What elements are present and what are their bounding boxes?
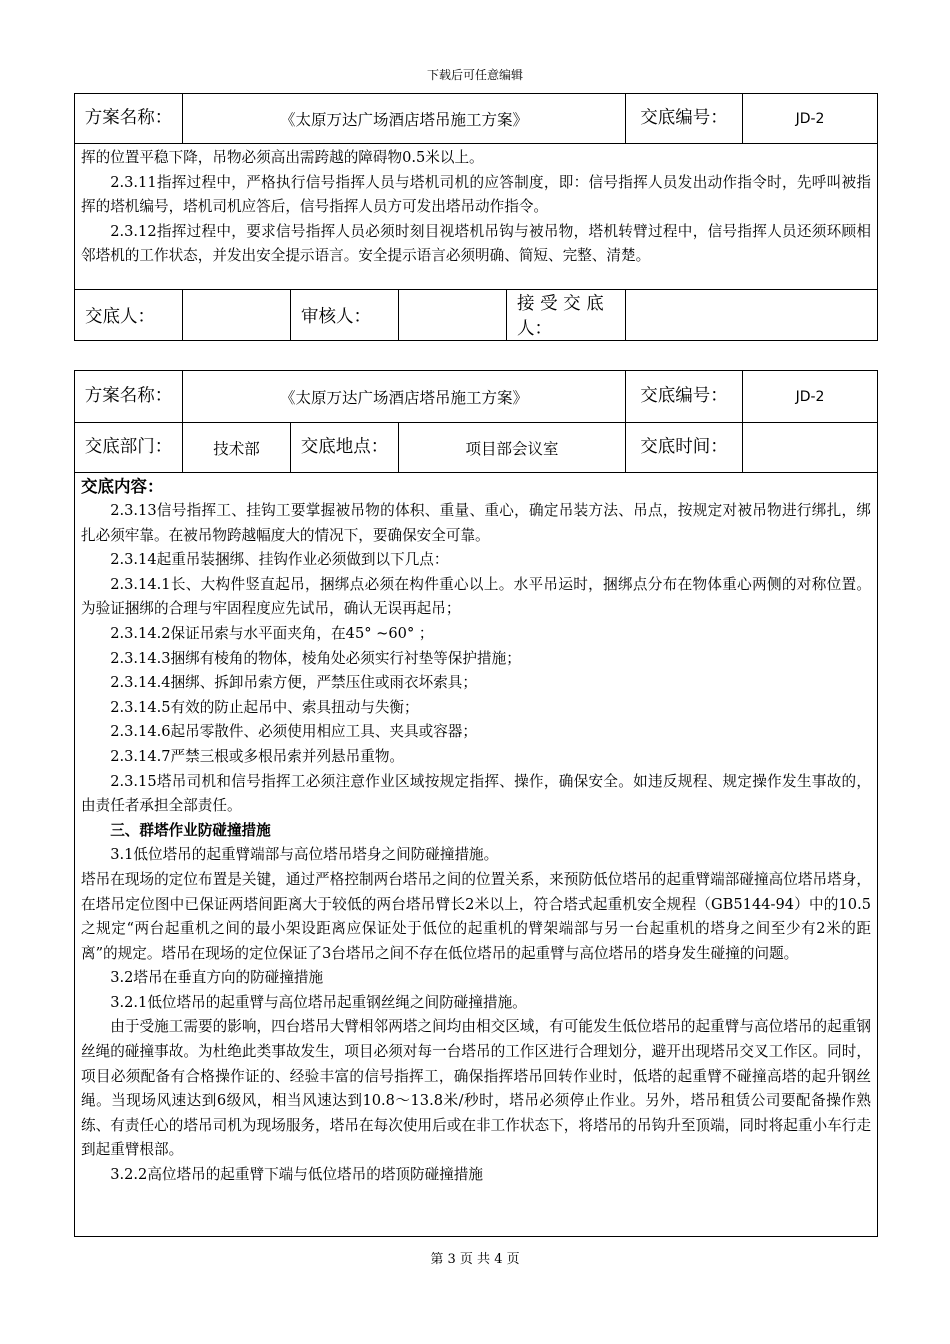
time-value <box>743 423 878 473</box>
paragraph: 3.2塔吊在垂直方向的防碰撞措施 <box>110 969 324 987</box>
content-label: 交底内容： <box>81 477 164 496</box>
discloser-value <box>183 290 291 341</box>
location-label: 交底地点： <box>291 423 399 473</box>
scheme-name-label: 方案名称： <box>75 371 183 423</box>
paragraph: 2.3.14.5有效的防止起吊中、索具扭动与失衡； <box>110 698 419 716</box>
disclosure-code-label: 交底编号： <box>626 94 743 144</box>
paragraph: 2.3.11指挥过程中，严格执行信号指挥人员与塔机司机的应答制度，即：信号指挥人员发出动作指令时，先呼叫被指挥的塔机编号，塔机司机应答后，信号指挥人员方可发出塔吊动作指令。 <box>81 173 872 216</box>
location-value: 项目部会议室 <box>399 423 626 473</box>
reviewer-label: 审核人： <box>291 290 399 341</box>
paragraph: 2.3.14.4捆绑、拆卸吊索方便，严禁压住或雨衣坏索具； <box>110 674 477 692</box>
department-label: 交底部门： <box>75 423 183 473</box>
disclosure-code-value: JD-2 <box>743 371 878 423</box>
receiver-label: 接 受 交 底 人： <box>507 290 626 341</box>
scheme-name-value: 《太原万达广场酒店塔吊施工方案》 <box>183 94 626 144</box>
header-note: 下载后可任意编辑 <box>426 68 523 82</box>
paragraph: 塔吊在现场的定位布置是关键，通过严格控制两台塔吊之间的位置关系，来预防低位塔吊的起重臂端部碰撞高位塔吊塔身，在塔吊定位图中已保证两塔间距离大于较低的两台塔吊臂长2米以上，符合塔式起重机安全规程（GB5144-94）中的10.5之规定“两台起重机之间的最小架设距离应保证处于低位的起重机的臂架端部与另一台起重机的塔身之间至少有2米的距离”的规定。塔吊在现场的定位保证了3台塔吊之间不存在低位塔吊的起重臂与高位塔吊的塔身发生碰撞的问题。 <box>81 870 872 962</box>
paragraph: 2.3.12指挥过程中，要求信号指挥人员必须时刻目视塔机吊钩与被吊物，塔机转臂过程中，信号指挥人员还须环顾相邻塔机的工作状态，并发出安全提示语言。安全提示语言必须明确、简短、完整、清楚。 <box>81 222 872 265</box>
paragraph: 2.3.14.1长、大构件竖直起吊，捆绑点必须在构件重心以上。水平吊运时，捆绑点分布在物体重心两侧的对称位置。为验证捆绑的合理与牢固程度应先试吊，确认无误再起吊； <box>81 575 872 618</box>
time-label: 交底时间： <box>626 423 743 473</box>
section-heading: 三、群塔作业防碰撞措施 <box>110 821 271 839</box>
receiver-value <box>626 290 878 341</box>
paragraph: 2.3.14起重吊装捆绑、挂钩作业必须做到以下几点： <box>110 551 449 569</box>
department-value: 技术部 <box>183 423 291 473</box>
paragraph: 3.2.1低位塔吊的起重臂与高位塔吊起重钢丝绳之间防碰撞措施。 <box>110 993 527 1011</box>
paragraph: 由于受施工需要的影响，四台塔吊大臂相邻两塔之间均由相交区域，有可能发生低位塔吊的起重臂与高位塔吊的起重钢丝绳的碰撞事故。为杜绝此类事故发生，项目必须对每一台塔吊的工作区进行合理划分，避开出现塔吊交叉工作区。同时，项目必须配备有合格操作证的、经验丰富的信号指挥工，确保指挥塔吊回转作业时，低塔的起重臂不碰撞高塔的起升钢丝绳。当现场风速达到6级风，相当风速达到10.8～13.8米/秒时，塔吊必须停止作业。另外，塔吊租赁公司要配备操作熟练、有责任心的塔吊司机为现场服务，塔吊在每次使用后或在非工作状态下，将塔吊的吊钩升至顶端，同时将起重小车行走到起重臂根部。 <box>81 1018 872 1159</box>
paragraph: 3.1低位塔吊的起重臂端部与高位塔吊塔身之间防碰撞措施。 <box>110 846 499 864</box>
reviewer-value <box>399 290 507 341</box>
content-cell-1 <box>75 144 878 290</box>
disclosure-code-value: JD-2 <box>743 94 878 144</box>
paragraph: 2.3.15塔吊司机和信号指挥工必须注意作业区域按规定指挥、操作，确保安全。如违反规程、规定操作发生事故的，由责任者承担全部责任。 <box>81 772 872 815</box>
disclosure-code-label: 交底编号： <box>626 371 743 423</box>
discloser-label: 交底人： <box>75 290 183 341</box>
scheme-name-value: 《太原万达广场酒店塔吊施工方案》 <box>183 371 626 423</box>
scheme-name-label: 方案名称： <box>75 94 183 144</box>
paragraph: 2.3.14.7严禁三根或多根吊索并列悬吊重物。 <box>110 747 405 765</box>
paragraph: 2.3.14.2保证吊索与水平面夹角，在45° ~60° ； <box>110 624 434 642</box>
paragraph: 挥的位置平稳下降，吊物必须高出需跨越的障碍物0.5米以上。 <box>81 149 484 166</box>
disclosure-table-2 <box>74 370 878 1237</box>
disclosure-table-1 <box>74 93 878 341</box>
paragraph: 3.2.2高位塔吊的起重臂下端与低位塔吊的塔顶防碰撞措施 <box>110 1166 483 1184</box>
paragraph: 2.3.14.3捆绑有棱角的物体，棱角处必须实行衬垫等保护措施； <box>110 649 521 667</box>
paragraph: 2.3.13信号指挥工、挂钩工要掌握被吊物的体积、重量、重心，确定吊装方法、吊点，按规定对被吊物进行绑扎，绑扎必须牢靠。在被吊物跨越幅度大的情况下，要确保安全可靠。 <box>81 502 872 544</box>
content-cell-2 <box>75 473 878 1237</box>
page-footer: 第 3 页 共 4 页 <box>430 1252 520 1267</box>
paragraph: 2.3.14.6起吊零散件、必须使用相应工具、夹具或容器； <box>110 723 477 741</box>
